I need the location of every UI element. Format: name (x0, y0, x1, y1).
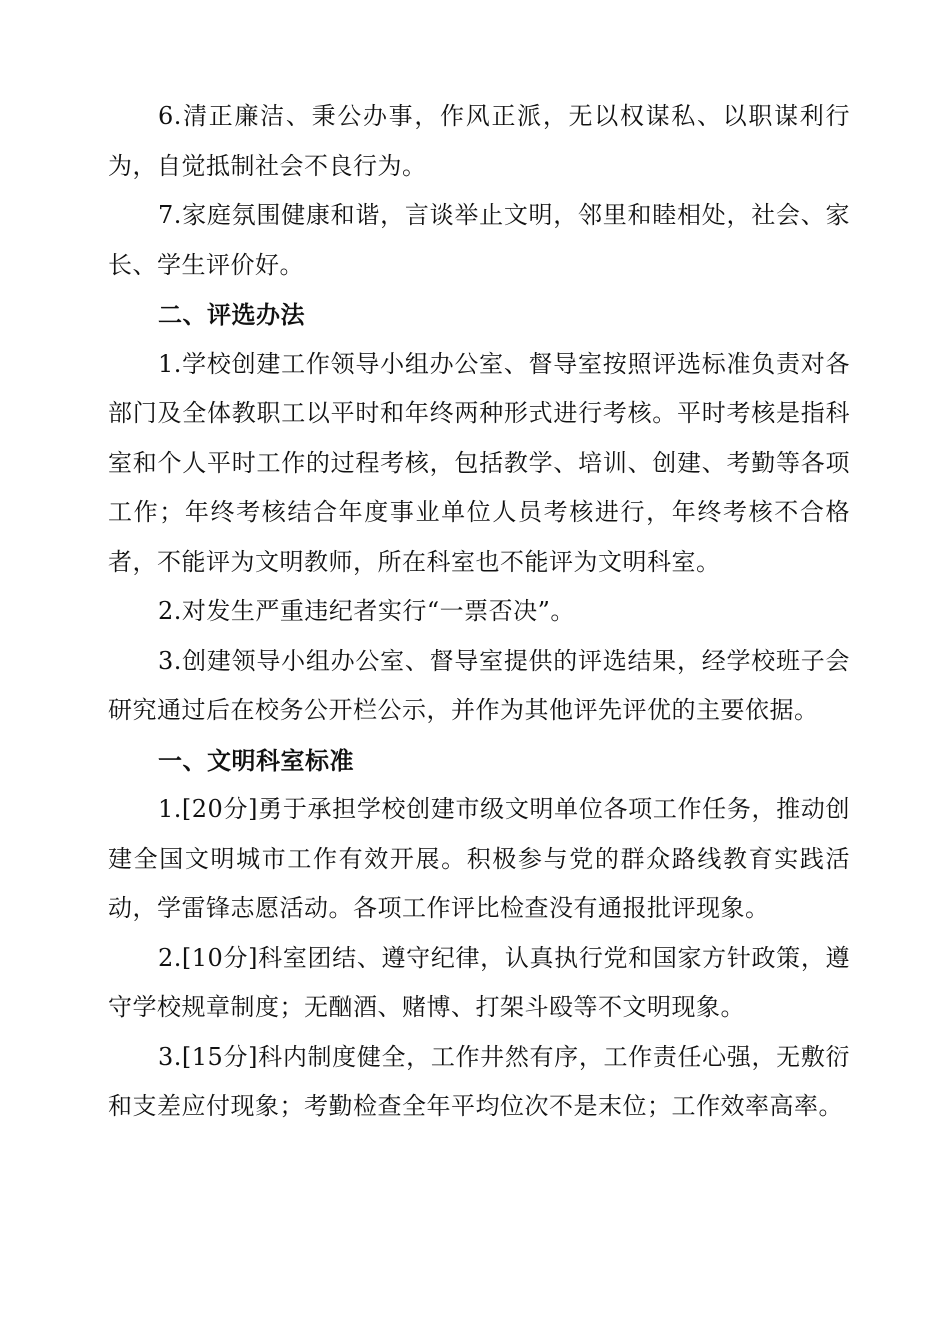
paragraph-standard-1: 1.[20分]勇于承担学校创建市级文明单位各项工作任务，推动创建全国文明城市工作有效开展。积极参与党的群众路线教育实践活动，学雷锋志愿活动。各项工作评比检查没有通报批评现象。 (108, 795, 850, 922)
paragraph-method-3: 3.创建领导小组办公室、督导室提供的评选结果，经学校班子会研究通过后在校务公开栏公示，并作为其他评先评优的主要依据。 (108, 646, 850, 724)
document-page (108, 92, 850, 1132)
paragraph-item-6: 6.清正廉洁、秉公办事，作风正派，无以权谋私、以职谋利行为，自觉抵制社会不良行为。 (108, 102, 850, 180)
paragraph-standard-3: 3.[15分]科内制度健全，工作井然有序，工作责任心强，无敷衍和支差应付现象；考勤检查全年平均位次不是末位；工作效率高率。 (108, 1042, 850, 1120)
paragraph-item-7: 7.家庭氛围健康和谐，言谈举止文明，邻里和睦相处，社会、家长、学生评价好。 (108, 201, 850, 279)
section-heading-selection-method: 二、评选办法 (158, 300, 305, 329)
paragraph-method-1: 1.学校创建工作领导小组办公室、督导室按照评选标准负责对各部门及全体教职工以平时和年终两种形式进行考核。平时考核是指科室和个人平时工作的过程考核，包括教学、培训、创建、考勤等各项工作；年终考核结合年度事业单位人员考核进行，年终考核不合格者，不能评为文明教师，所在科室也不能评为文明科室。 (108, 349, 850, 576)
paragraph-standard-2: 2.[10分]科室团结、遵守纪律，认真执行党和国家方针政策，遵守学校规章制度；无酗酒、赌博、打架斗殴等不文明现象。 (108, 943, 850, 1021)
paragraph-method-2: 2.对发生严重违纪者实行“一票否决”。 (158, 597, 575, 625)
section-heading-civilized-office-standard: 一、文明科室标准 (158, 745, 354, 775)
